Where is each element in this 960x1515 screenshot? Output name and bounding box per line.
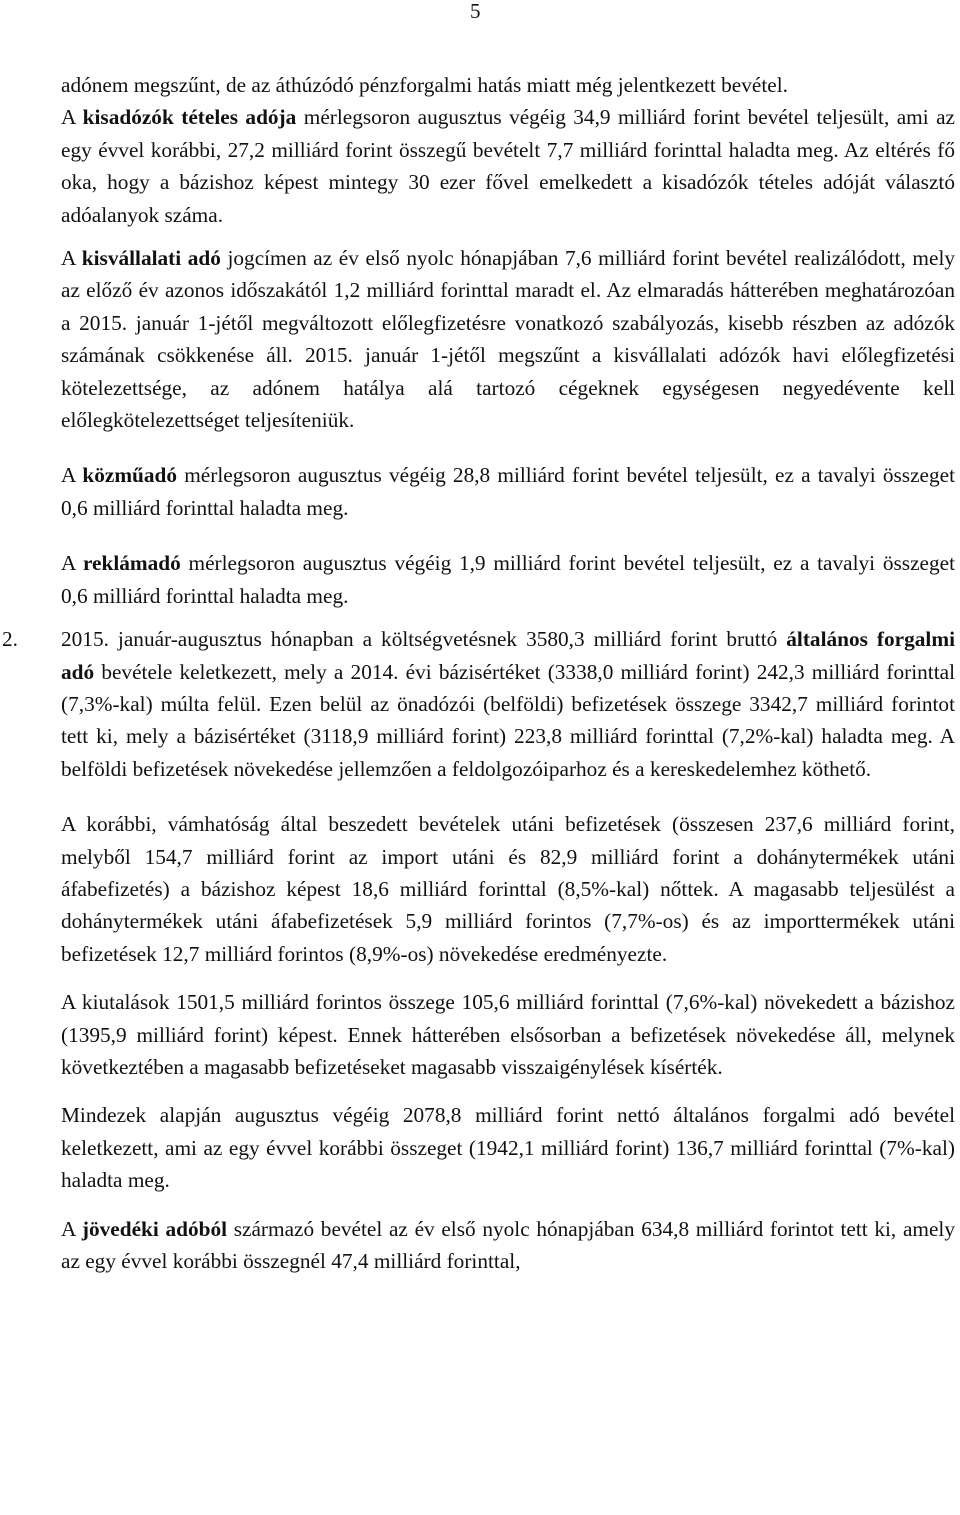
paragraph-kisvallalati	[61, 242, 955, 436]
paragraph-netto-afa	[61, 1099, 955, 1196]
paragraph-kiutalasok	[61, 986, 955, 1083]
paragraph-kozmuado	[61, 459, 955, 524]
bold-term: közműadó	[82, 463, 178, 488]
paragraph-text: A kiutalások 1501,5 milliárd forintos összege 105,6 milliárd forinttal (7,6%-kal) növekedett a bázishoz (1395,9 milliárd forint) képest. Ennek hátterében elsősorban a befizetések növekedése áll, melynek következtében a magasabb befizetéseket magasabb visszaigénylések kísérték.	[61, 990, 955, 1079]
paragraph-reklamado	[61, 547, 955, 612]
paragraph-text: bevétele keletkezett, mely a 2014. évi bázisértéket (3338,0 milliárd forint) 242,3 milliárd forinttal (7,3%-kal) múlta felül. Ezen belül az önadózói (belföldi) befizetések összege 3342,7 milliárd forintot tett ki, mely a bázisértéket (3118,9 milliárd forint) 223,8 milliárd forinttal (7,2%-kal) haladta meg. A belföldi befizetések növekedése jellemzően a feldolgozóiparhoz és a kereskedelemhez köthető.	[61, 659, 955, 781]
section-number: 2.	[2, 627, 18, 652]
bold-term: általános forgalmi adó	[61, 627, 955, 684]
paragraph-vamhatosag	[61, 808, 955, 970]
bold-term: jövedéki adóból	[81, 1216, 228, 1241]
page-number: 5	[470, 0, 481, 23]
paragraph-text: adónem megszűnt, de az áthúzódó pénzforgalmi hatás miatt még jelentkezett bevétel.	[61, 73, 788, 97]
paragraph-text: 2015. január-augusztus hónapban a költségvetésnek 3580,3 milliárd forint bruttó	[61, 627, 787, 652]
paragraph-text: A	[61, 551, 83, 576]
paragraph-text: származó bevétel az év első nyolc hónapjában 634,8 milliárd forintot tett ki, amely az egy évvel korábbi összegnél 47,4 milliárd forinttal,	[61, 1216, 955, 1273]
paragraph-text: A	[61, 1216, 82, 1241]
document-body	[2, 69, 956, 1277]
paragraph-jovedeki	[61, 1213, 955, 1278]
bold-term: reklámadó	[82, 551, 181, 576]
paragraph-text: mérlegsoron augusztus végéig 28,8 milliárd forint bevétel teljesült, ez a tavalyi összeget 0,6 milliárd forinttal haladta meg.	[61, 463, 955, 520]
paragraph-text: mérlegsoron augusztus végéig 1,9 milliárd forint bevétel teljesült, ez a tavalyi összeget 0,6 milliárd forinttal haladta meg.	[61, 551, 955, 608]
paragraph-text: A	[61, 246, 82, 271]
paragraph-afa-section	[2, 623, 955, 785]
paragraph-kisadozok	[61, 101, 955, 231]
paragraph-text: A korábbi, vámhatóság által beszedett bevételek utáni befizetések (összesen 237,6 milliárd forint, melyből 154,7 milliárd forint az import utáni és 82,9 milliárd forint a dohánytermékek utáni áfabefizetés) a bázishoz képest 18,6 milliárd forinttal (8,5%-kal) nőttek. A magasabb teljesülést a dohánytermékek utáni áfabefizetések 5,9 milliárd forintos (7,7%-os) és az importtermékek utáni befizetések 12,7 milliárd forintos (8,9%-os) növekedése eredményezte.	[61, 812, 955, 966]
paragraph-text: Mindezek alapján augusztus végéig 2078,8 milliárd forint nettó általános forgalmi adó bevétel keletkezett, ami az egy évvel korábbi összeget (1942,1 milliárd forint) 136,7 milliárd forinttal (7%-kal) haladta meg.	[61, 1103, 955, 1193]
bold-term: kisadózók tételes adója	[82, 105, 297, 130]
paragraph-text: jogcímen az év első nyolc hónapjában 7,6 milliárd forint bevétel realizálódott, mely az előző év azonos időszakától 1,2 milliárd forinttal maradt el. Az elmaradás hátterében meghatározóan a 2015. január 1-jétől megváltozott előlegfizetésre vonatkozó szabályozás, kisebb részben az adózók számának csökkenése áll. 2015. január 1-jétől megszűnt a kisvállalati adózók havi előlegfizetési kötelezettsége, az adónem hatálya alá tartozó cégeknek egységesen negyedévente kell előlegkötelezettséget teljesíteniük.	[61, 246, 956, 433]
paragraph-text: mérlegsoron augusztus végéig 34,9 milliárd forint bevétel teljesült, ami az egy évvel korábbi, 27,2 milliárd forint összegű bevételt 7,7 milliárd forinttal haladta meg. Az eltérés fő oka, hogy a bázishoz képest mintegy 30 ezer fővel emelkedett a kisadózók tételes adóját választó adóalanyok száma.	[61, 105, 956, 227]
paragraph-text: A	[61, 105, 83, 130]
paragraph-text: A	[61, 463, 83, 488]
paragraph-continuation	[61, 69, 955, 101]
bold-term: kisvállalati adó	[81, 246, 221, 271]
